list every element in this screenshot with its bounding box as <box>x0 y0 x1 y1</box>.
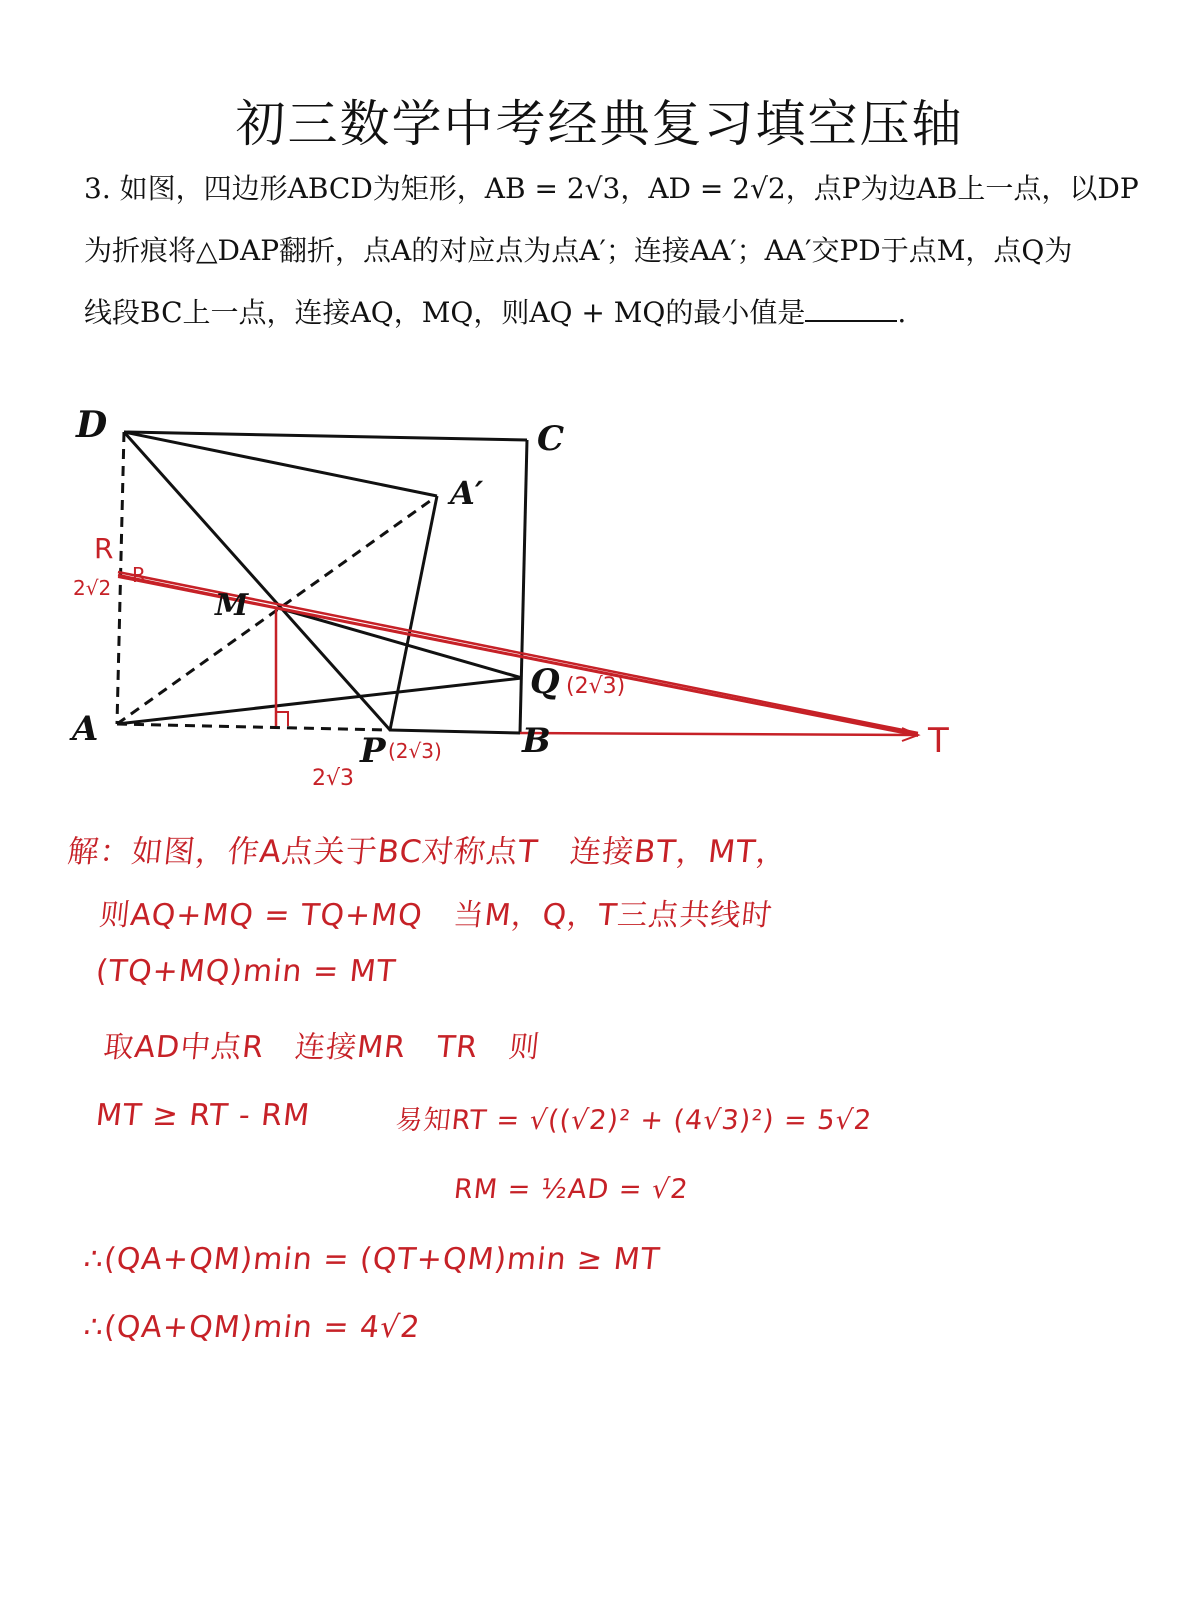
label-b: B <box>522 721 551 761</box>
page-title: 初三数学中考经典复习填空压轴 <box>235 95 964 153</box>
segment-mq <box>278 608 522 678</box>
solution-line-1: 解：如图，作A点关于BC对称点T 连接BT，MT， <box>65 834 790 870</box>
label-m: M <box>215 588 249 623</box>
problem-statement <box>84 158 1144 344</box>
problem-line-3 <box>84 282 1144 344</box>
label-r: R <box>94 532 114 565</box>
problem-line-3-text: 线段BC上一点，连接AQ，MQ，则AQ + MQ的最小值是 <box>84 296 806 329</box>
label-a: A <box>72 709 99 749</box>
label-c: C <box>537 419 565 459</box>
answer-blank <box>805 296 897 322</box>
annotation-p: (2√3) <box>388 739 442 763</box>
label-q: Q <box>530 662 560 702</box>
solution-line-2: 则AQ+MQ = TQ+MQ 当M，Q，T三点共线时 <box>97 898 775 933</box>
problem-period: . <box>897 296 907 329</box>
solution-line-6: RM = ½AD = √2 <box>452 1174 691 1205</box>
solution-line-7: ∴(QA+QM)min = (QT+QM)min ≥ MT <box>82 1242 662 1277</box>
solution-line-5b: 易知RT = √((√2)² + (4√3)²) = 5√2 <box>394 1105 874 1136</box>
label-p: P <box>360 731 386 771</box>
solution-line-4: 取AD中点R 连接MR TR 则 <box>101 1030 542 1065</box>
annotation-ab: 2√3 <box>312 766 355 791</box>
segment-mt <box>278 608 918 735</box>
side-cb <box>520 440 527 733</box>
label-r-small: R <box>132 563 146 587</box>
label-d: D <box>76 404 108 446</box>
geometry-figure <box>0 380 1199 810</box>
annotation-ad-half: 2√2 <box>73 576 112 600</box>
annotation-q: (2√3) <box>566 674 626 699</box>
solution-line-3: (TQ+MQ)min = MT <box>94 954 398 989</box>
side-dc <box>124 432 527 440</box>
right-angle-mark <box>276 712 288 726</box>
side-ap <box>117 724 390 730</box>
segment-a-prime-p <box>390 496 437 730</box>
segment-aq <box>117 678 522 724</box>
label-t: T <box>928 721 949 761</box>
segment-bt <box>520 733 918 735</box>
solution-line-5a: MT ≥ RT - RM <box>94 1098 312 1133</box>
side-pb <box>390 730 520 733</box>
problem-line-2: 为折痕将△DAP翻折，点A的对应点为点A′；连接AA′；AA′交PD于点M，点Q为 <box>84 234 1073 267</box>
problem-line-1: 3. 如图，四边形ABCD为矩形，AB = 2√3，AD = 2√2，点P为边AB上一点，以DP <box>84 172 1139 205</box>
label-a-prime: A′ <box>450 474 484 512</box>
solution-line-8: ∴(QA+QM)min = 4√2 <box>82 1310 423 1345</box>
